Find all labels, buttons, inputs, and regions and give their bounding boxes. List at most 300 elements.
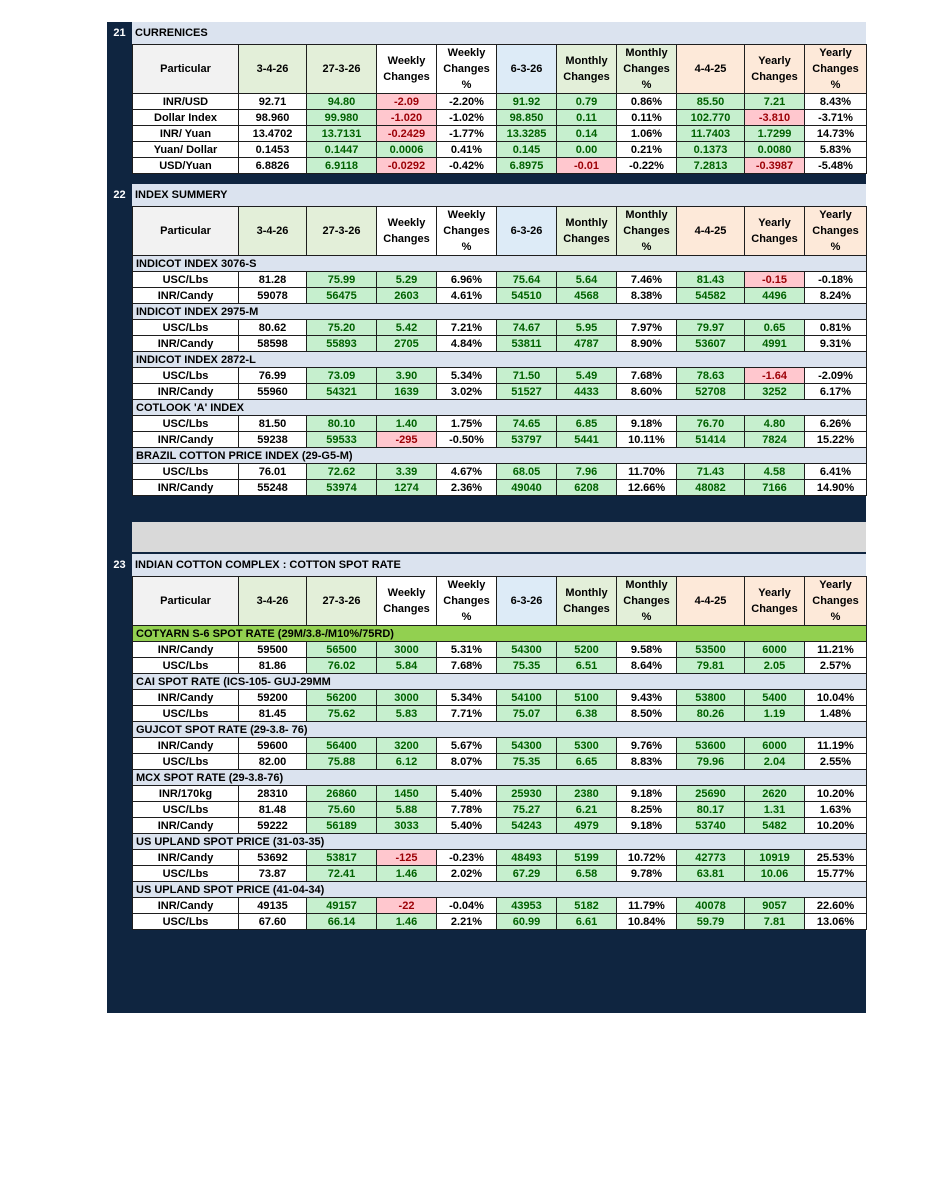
table-cell: 3200: [377, 738, 437, 754]
table-cell: 56400: [307, 738, 377, 754]
table-cell: 54321: [307, 384, 377, 400]
table-cell: 25690: [677, 786, 745, 802]
table-cell: 0.14: [557, 126, 617, 142]
table-cell: 1.46: [377, 866, 437, 882]
table-cell: 4.61%: [437, 288, 497, 304]
table-cell: 11.7403: [677, 126, 745, 142]
table-cell: -0.04%: [437, 898, 497, 914]
table-cell: 7.96: [557, 464, 617, 480]
table-cell: 4979: [557, 818, 617, 834]
table-cell: 72.62: [307, 464, 377, 480]
table-cell: 7.71%: [437, 706, 497, 722]
table-cell: 59078: [239, 288, 307, 304]
table-cell: 56200: [307, 690, 377, 706]
table-cell: -2.09%: [805, 368, 867, 384]
table-cell: -0.01: [557, 158, 617, 174]
table-cell: 0.145: [497, 142, 557, 158]
table-cell: 74.65: [497, 416, 557, 432]
table-cell: 8.07%: [437, 754, 497, 770]
table-cell: 60.99: [497, 914, 557, 930]
group-title: US UPLAND SPOT PRICE (41-04-34): [133, 882, 867, 898]
table-cell: 54582: [677, 288, 745, 304]
table-cell: -0.18%: [805, 272, 867, 288]
table-row: [133, 818, 867, 834]
table-cell: -1.64: [745, 368, 805, 384]
table-cell: 0.00: [557, 142, 617, 158]
table-cell: 102.770: [677, 110, 745, 126]
table-cell: -0.3987: [745, 158, 805, 174]
group-header-row: [133, 882, 867, 898]
table-cell: 6.38: [557, 706, 617, 722]
table-cell: 59500: [239, 642, 307, 658]
section-header: [107, 22, 866, 44]
section-number: 21: [113, 27, 126, 39]
table-cell: 0.41%: [437, 142, 497, 158]
table-cell: -2.09: [377, 94, 437, 110]
table-cell: 11.19%: [805, 738, 867, 754]
table-cell: 9.18%: [617, 818, 677, 834]
table-cell: 4787: [557, 336, 617, 352]
table-cell: 5.42: [377, 320, 437, 336]
table-cell: 75.60: [307, 802, 377, 818]
table-cell: 79.96: [677, 754, 745, 770]
column-header: 4-4-25: [677, 207, 745, 256]
table-cell: 43953: [497, 898, 557, 914]
table-cell: 1.31: [745, 802, 805, 818]
table-cell: 6.85: [557, 416, 617, 432]
table-cell: 6.21: [557, 802, 617, 818]
table-cell: 48493: [497, 850, 557, 866]
table-cell: 11.70%: [617, 464, 677, 480]
table-cell: 3000: [377, 642, 437, 658]
table-cell: 11.79%: [617, 898, 677, 914]
table-cell: -1.020: [377, 110, 437, 126]
table-cell: 6.9118: [307, 158, 377, 174]
row-label: INR/Candy: [133, 288, 239, 304]
table-cell: 54100: [497, 690, 557, 706]
column-header: Weekly Changes: [377, 577, 437, 626]
table-cell: 59.79: [677, 914, 745, 930]
table-cell: 81.45: [239, 706, 307, 722]
group-title: MCX SPOT RATE (29-3.8-76): [133, 770, 867, 786]
table-cell: 51527: [497, 384, 557, 400]
header-row: [133, 207, 867, 256]
table-cell: 54300: [497, 738, 557, 754]
table-cell: 49040: [497, 480, 557, 496]
table-cell: 0.81%: [805, 320, 867, 336]
table-cell: -0.50%: [437, 432, 497, 448]
table-cell: 7.97%: [617, 320, 677, 336]
table-cell: 5400: [745, 690, 805, 706]
row-label: INR/Candy: [133, 850, 239, 866]
table-cell: 4.80: [745, 416, 805, 432]
row-label: USC/Lbs: [133, 866, 239, 882]
table-cell: 5100: [557, 690, 617, 706]
table-cell: 5.31%: [437, 642, 497, 658]
table-cell: 54300: [497, 642, 557, 658]
group-header-row: [133, 674, 867, 690]
table-cell: 6.41%: [805, 464, 867, 480]
group-header-row: [133, 834, 867, 850]
column-header: Yearly Changes %: [805, 577, 867, 626]
table-cell: -3.810: [745, 110, 805, 126]
table-cell: 56189: [307, 818, 377, 834]
table-cell: 9.43%: [617, 690, 677, 706]
table-cell: 6.8826: [239, 158, 307, 174]
table-cell: 3033: [377, 818, 437, 834]
table-cell: 7.68%: [617, 368, 677, 384]
table-cell: 53800: [677, 690, 745, 706]
column-header: Weekly Changes %: [437, 207, 497, 256]
row-label: INR/Candy: [133, 690, 239, 706]
table-cell: 1.63%: [805, 802, 867, 818]
table-cell: 4496: [745, 288, 805, 304]
table-cell: 5.34%: [437, 690, 497, 706]
table-row: [133, 480, 867, 496]
table-cell: -295: [377, 432, 437, 448]
table-cell: 7.46%: [617, 272, 677, 288]
table-cell: 0.11: [557, 110, 617, 126]
table-cell: 10.72%: [617, 850, 677, 866]
column-header: 4-4-25: [677, 577, 745, 626]
row-label: INR/Candy: [133, 432, 239, 448]
table-row: [133, 320, 867, 336]
row-label: INR/Candy: [133, 384, 239, 400]
table-cell: 59222: [239, 818, 307, 834]
table-cell: 2603: [377, 288, 437, 304]
table-cell: 10.04%: [805, 690, 867, 706]
table-cell: 1.48%: [805, 706, 867, 722]
table-cell: 6.58: [557, 866, 617, 882]
table-cell: 6.26%: [805, 416, 867, 432]
table-cell: 7.78%: [437, 802, 497, 818]
column-header: 3-4-26: [239, 577, 307, 626]
table-cell: 9.58%: [617, 642, 677, 658]
table-cell: 0.0006: [377, 142, 437, 158]
table-cell: 4.84%: [437, 336, 497, 352]
table-cell: 5.88: [377, 802, 437, 818]
group-header-row: [133, 400, 867, 416]
table-cell: 75.27: [497, 802, 557, 818]
column-header: Monthly Changes: [557, 45, 617, 94]
table-cell: 7166: [745, 480, 805, 496]
table-cell: 5441: [557, 432, 617, 448]
table-cell: 1274: [377, 480, 437, 496]
table-cell: 0.1373: [677, 142, 745, 158]
table-cell: 8.90%: [617, 336, 677, 352]
table-row: [133, 786, 867, 802]
table-cell: 4433: [557, 384, 617, 400]
table-cell: 12.66%: [617, 480, 677, 496]
column-header: Monthly Changes %: [617, 207, 677, 256]
table-cell: 5200: [557, 642, 617, 658]
column-header: Monthly Changes: [557, 207, 617, 256]
table-cell: 1.19: [745, 706, 805, 722]
table-cell: 9.18%: [617, 786, 677, 802]
row-label: USC/Lbs: [133, 658, 239, 674]
row-label: Dollar Index: [133, 110, 239, 126]
group-title: CAI SPOT RATE (ICS-105- GUJ-29MM: [133, 674, 867, 690]
table-cell: 76.02: [307, 658, 377, 674]
table-cell: 5300: [557, 738, 617, 754]
table-cell: 5.83%: [805, 142, 867, 158]
table-row: [133, 464, 867, 480]
table-cell: 8.24%: [805, 288, 867, 304]
table-cell: 3.02%: [437, 384, 497, 400]
table-cell: 2620: [745, 786, 805, 802]
table-cell: 10.06: [745, 866, 805, 882]
table-cell: 10.84%: [617, 914, 677, 930]
table-cell: -0.15: [745, 272, 805, 288]
row-label: USC/Lbs: [133, 464, 239, 480]
table-cell: -1.77%: [437, 126, 497, 142]
table-cell: 74.67: [497, 320, 557, 336]
group-header-row: [133, 352, 867, 368]
table-cell: 6.65: [557, 754, 617, 770]
section-header: [107, 184, 866, 206]
table-cell: 11.21%: [805, 642, 867, 658]
table-cell: 2380: [557, 786, 617, 802]
table-cell: 6.17%: [805, 384, 867, 400]
table-cell: 78.63: [677, 368, 745, 384]
table-cell: 75.07: [497, 706, 557, 722]
column-header: 3-4-26: [239, 207, 307, 256]
table-cell: 9057: [745, 898, 805, 914]
table-cell: 6000: [745, 642, 805, 658]
row-label: USC/Lbs: [133, 706, 239, 722]
table-cell: 0.0080: [745, 142, 805, 158]
section-title: INDEX SUMMERY: [132, 184, 866, 206]
table-cell: 6.61: [557, 914, 617, 930]
table-cell: 0.11%: [617, 110, 677, 126]
table-cell: 81.43: [677, 272, 745, 288]
table-cell: 10.20%: [805, 786, 867, 802]
cotton-spot-rate-table: [132, 576, 867, 930]
row-label: INR/Candy: [133, 738, 239, 754]
table-cell: 0.86%: [617, 94, 677, 110]
section-number: 23: [113, 559, 126, 571]
table-cell: -0.23%: [437, 850, 497, 866]
report-sheet: [107, 22, 866, 1013]
row-label: USD/Yuan: [133, 158, 239, 174]
table-cell: -3.71%: [805, 110, 867, 126]
table-cell: 80.62: [239, 320, 307, 336]
table-cell: 75.20: [307, 320, 377, 336]
table-cell: -0.0292: [377, 158, 437, 174]
table-cell: 13.7131: [307, 126, 377, 142]
table-cell: 15.22%: [805, 432, 867, 448]
table-row: [133, 850, 867, 866]
table-cell: 54510: [497, 288, 557, 304]
table-cell: 52708: [677, 384, 745, 400]
table-row: [133, 914, 867, 930]
table-cell: 75.99: [307, 272, 377, 288]
table-cell: 9.31%: [805, 336, 867, 352]
table-cell: 14.90%: [805, 480, 867, 496]
table-cell: 25930: [497, 786, 557, 802]
column-header: 6-3-26: [497, 45, 557, 94]
table-cell: 6.12: [377, 754, 437, 770]
row-label: INR/ Yuan: [133, 126, 239, 142]
group-header-row: [133, 722, 867, 738]
table-cell: 59533: [307, 432, 377, 448]
column-header: 27-3-26: [307, 207, 377, 256]
table-cell: 48082: [677, 480, 745, 496]
table-cell: -2.20%: [437, 94, 497, 110]
table-cell: 81.28: [239, 272, 307, 288]
table-row: [133, 94, 867, 110]
table-cell: 8.64%: [617, 658, 677, 674]
table-cell: 75.88: [307, 754, 377, 770]
table-cell: 80.10: [307, 416, 377, 432]
row-label: INR/Candy: [133, 818, 239, 834]
table-row: [133, 898, 867, 914]
table-cell: 55960: [239, 384, 307, 400]
table-cell: 8.25%: [617, 802, 677, 818]
table-cell: 0.1453: [239, 142, 307, 158]
row-label: INR/170kg: [133, 786, 239, 802]
table-cell: 76.99: [239, 368, 307, 384]
table-cell: 5.84: [377, 658, 437, 674]
table-cell: 79.81: [677, 658, 745, 674]
column-header: Weekly Changes: [377, 45, 437, 94]
table-cell: 42773: [677, 850, 745, 866]
table-cell: 79.97: [677, 320, 745, 336]
table-cell: 6208: [557, 480, 617, 496]
table-cell: 5.40%: [437, 786, 497, 802]
table-cell: 75.64: [497, 272, 557, 288]
table-cell: 25.53%: [805, 850, 867, 866]
table-cell: 7.68%: [437, 658, 497, 674]
table-cell: 8.38%: [617, 288, 677, 304]
column-header: Weekly Changes: [377, 207, 437, 256]
table-cell: -5.48%: [805, 158, 867, 174]
table-cell: 2.57%: [805, 658, 867, 674]
table-cell: 9.76%: [617, 738, 677, 754]
table-row: [133, 110, 867, 126]
table-cell: 49157: [307, 898, 377, 914]
row-label: INR/Candy: [133, 480, 239, 496]
group-title: US UPLAND SPOT PRICE (31-03-35): [133, 834, 867, 850]
table-cell: 26860: [307, 786, 377, 802]
table-cell: 53692: [239, 850, 307, 866]
column-header: Particular: [133, 45, 239, 94]
column-header: Particular: [133, 207, 239, 256]
header-row: [133, 45, 867, 94]
table-cell: 59200: [239, 690, 307, 706]
table-cell: 2.04: [745, 754, 805, 770]
table-row: [133, 416, 867, 432]
table-cell: 54243: [497, 818, 557, 834]
table-cell: 2705: [377, 336, 437, 352]
row-label: INR/Candy: [133, 898, 239, 914]
table-cell: 28310: [239, 786, 307, 802]
table-cell: 4.67%: [437, 464, 497, 480]
table-cell: 13.3285: [497, 126, 557, 142]
column-header: Monthly Changes %: [617, 577, 677, 626]
table-cell: -22: [377, 898, 437, 914]
table-cell: 1.75%: [437, 416, 497, 432]
table-cell: 71.43: [677, 464, 745, 480]
table-cell: -0.2429: [377, 126, 437, 142]
column-header: Weekly Changes %: [437, 577, 497, 626]
table-cell: 7.81: [745, 914, 805, 930]
table-cell: 82.00: [239, 754, 307, 770]
table-cell: 7.21: [745, 94, 805, 110]
table-cell: 3000: [377, 690, 437, 706]
group-title: BRAZIL COTTON PRICE INDEX (29-G5-M): [133, 448, 867, 464]
column-header: Particular: [133, 577, 239, 626]
column-header: Yearly Changes %: [805, 45, 867, 94]
table-cell: 4.58: [745, 464, 805, 480]
table-cell: 73.09: [307, 368, 377, 384]
column-header: Yearly Changes %: [805, 207, 867, 256]
table-cell: 67.29: [497, 866, 557, 882]
table-cell: 5.40%: [437, 818, 497, 834]
table-row: [133, 126, 867, 142]
group-title: COTLOOK 'A' INDEX: [133, 400, 867, 416]
table-cell: 56475: [307, 288, 377, 304]
row-label: USC/Lbs: [133, 416, 239, 432]
table-cell: 81.50: [239, 416, 307, 432]
table-cell: 10.11%: [617, 432, 677, 448]
table-cell: 7.21%: [437, 320, 497, 336]
table-cell: 2.21%: [437, 914, 497, 930]
table-cell: 5.49: [557, 368, 617, 384]
table-cell: 10919: [745, 850, 805, 866]
table-cell: 56500: [307, 642, 377, 658]
table-cell: 3252: [745, 384, 805, 400]
table-cell: 6.51: [557, 658, 617, 674]
table-cell: 4568: [557, 288, 617, 304]
table-cell: 59238: [239, 432, 307, 448]
group-header-row: [133, 626, 867, 642]
table-cell: 91.92: [497, 94, 557, 110]
table-cell: 81.86: [239, 658, 307, 674]
table-row: [133, 384, 867, 400]
table-cell: 2.36%: [437, 480, 497, 496]
table-cell: 1639: [377, 384, 437, 400]
column-header: 6-3-26: [497, 207, 557, 256]
table-cell: 73.87: [239, 866, 307, 882]
group-header-row: [133, 448, 867, 464]
table-cell: 7824: [745, 432, 805, 448]
table-row: [133, 158, 867, 174]
row-label: INR/Candy: [133, 642, 239, 658]
table-cell: 9.18%: [617, 416, 677, 432]
table-row: [133, 642, 867, 658]
table-cell: 1.06%: [617, 126, 677, 142]
row-label: INR/USD: [133, 94, 239, 110]
table-cell: 1.7299: [745, 126, 805, 142]
group-title: GUJCOT SPOT RATE (29-3.8- 76): [133, 722, 867, 738]
table-cell: 55248: [239, 480, 307, 496]
table-cell: 76.01: [239, 464, 307, 480]
table-cell: 51414: [677, 432, 745, 448]
row-label: USC/Lbs: [133, 272, 239, 288]
table-cell: 80.26: [677, 706, 745, 722]
section-header: [107, 554, 866, 576]
table-cell: -0.22%: [617, 158, 677, 174]
table-row: [133, 272, 867, 288]
column-header: Monthly Changes: [557, 577, 617, 626]
column-header: 27-3-26: [307, 577, 377, 626]
table-row: [133, 738, 867, 754]
table-cell: 5.95: [557, 320, 617, 336]
group-header-row: [133, 256, 867, 272]
column-header: Yearly Changes: [745, 207, 805, 256]
table-cell: 53974: [307, 480, 377, 496]
